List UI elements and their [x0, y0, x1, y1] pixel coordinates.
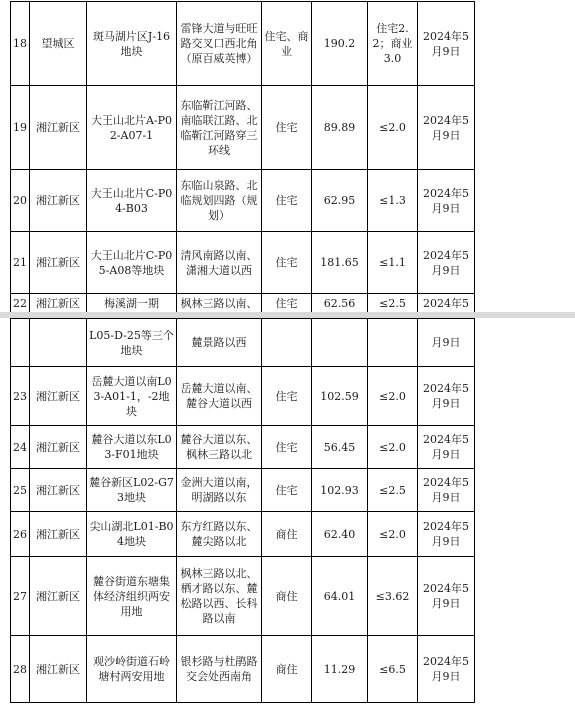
location-cell: 麓谷大道以东、枫林三路以北 — [177, 426, 262, 469]
parcel-name-cell: 尖山湖北L01-B04地块 — [87, 512, 177, 557]
row-number: 22 — [11, 294, 30, 313]
area-cell: 89.89 — [312, 86, 368, 170]
table-row — [11, 469, 475, 512]
row-number: 25 — [11, 469, 30, 512]
table-row — [11, 636, 475, 703]
area-cell: 62.95 — [312, 170, 368, 232]
table-row — [11, 86, 475, 170]
table-row — [11, 2, 475, 86]
parcel-name-cell: 麓谷街道东塘集体经济组织两安用地 — [87, 557, 177, 636]
area-cell: 62.40 — [312, 512, 368, 557]
row-number: 23 — [11, 367, 30, 426]
parcel-name-cell: 梅溪湖一期 — [87, 294, 177, 313]
area-cell: 64.01 — [312, 557, 368, 636]
location-cell: 枫林三路以北、栖才路以东、麓松路以西、长科路以南 — [177, 557, 262, 636]
district-cell: 湘江新区 — [30, 469, 87, 512]
plot-ratio-cell: ≤2.0 — [368, 86, 418, 170]
land-table-top — [10, 1, 475, 313]
parcel-name-cell: 岳麓大道以南L03-A01-1，-2地块 — [87, 367, 177, 426]
row-number: 26 — [11, 512, 30, 557]
plot-ratio-cell: ≤1.3 — [368, 170, 418, 232]
land-table-bottom — [10, 318, 475, 703]
district-cell: 湘江新区 — [30, 367, 87, 426]
row-number: 18 — [11, 2, 30, 86]
land-use-cell: 商住 — [262, 512, 312, 557]
table-row — [11, 557, 475, 636]
row-number: 20 — [11, 170, 30, 232]
parcel-name-cell: 麓谷大道以东L03-F01地块 — [87, 426, 177, 469]
land-use-cell: 住宅 — [262, 170, 312, 232]
land-use-cell: 住宅、商业 — [262, 2, 312, 86]
land-use-cell: 商住 — [262, 557, 312, 636]
parcel-name-cell: 斑马湖片区J-16地块 — [87, 2, 177, 86]
district-cell: 湘江新区 — [30, 426, 87, 469]
plot-ratio-cell: ≤3.62 — [368, 557, 418, 636]
parcel-name-cell: 大王山北片A-P02-A07-1 — [87, 86, 177, 170]
district-cell: 湘江新区 — [30, 170, 87, 232]
parcel-name-cell: 麓谷新区L02-G73地块 — [87, 469, 177, 512]
row-number — [11, 319, 30, 367]
plot-ratio-cell: ≤2.0 — [368, 512, 418, 557]
land-use-cell: 住宅 — [262, 426, 312, 469]
land-use-cell — [262, 319, 312, 367]
district-cell: 望城区 — [30, 2, 87, 86]
plot-ratio-cell: ≤2.5 — [368, 469, 418, 512]
date-cell: 2024年5月9日 — [418, 469, 475, 512]
location-cell: 清风南路以南、潇湘大道以西 — [177, 232, 262, 294]
table-row — [11, 512, 475, 557]
parcel-name-cell: 大王山北片C-P04-B03 — [87, 170, 177, 232]
date-cell: 2024年5 — [418, 294, 475, 313]
location-cell: 东方红路以东、麓尖路以北 — [177, 512, 262, 557]
date-cell: 2024年5月9日 — [418, 426, 475, 469]
land-use-cell: 住宅 — [262, 469, 312, 512]
district-cell: 湘江新区 — [30, 636, 87, 703]
area-cell: 102.59 — [312, 367, 368, 426]
row-number: 21 — [11, 232, 30, 294]
area-cell: 190.2 — [312, 2, 368, 86]
district-cell: 湘江新区 — [30, 232, 87, 294]
plot-ratio-cell: ≤1.1 — [368, 232, 418, 294]
location-cell: 金洲大道以南，明湖路以东 — [177, 469, 262, 512]
table-row — [11, 170, 475, 232]
table-row — [11, 294, 475, 313]
date-cell: 2024年5月9日 — [418, 170, 475, 232]
district-cell: 湘江新区 — [30, 86, 87, 170]
land-use-cell: 住宅 — [262, 367, 312, 426]
parcel-name-cell: 大王山北片C-P05-A08等地块 — [87, 232, 177, 294]
row-number: 28 — [11, 636, 30, 703]
district-cell: 湘江新区 — [30, 557, 87, 636]
land-use-cell: 住宅 — [262, 294, 312, 313]
area-cell — [312, 319, 368, 367]
table-row — [11, 319, 475, 367]
area-cell: 181.65 — [312, 232, 368, 294]
date-cell: 2024年5月9日 — [418, 86, 475, 170]
parcel-name-cell: 观沙岭街道石岭塘村两安用地 — [87, 636, 177, 703]
plot-ratio-cell: 住宅2.2；商业3.0 — [368, 2, 418, 86]
location-cell: 雷锋大道与旺旺路交叉口西北角（原百威英博） — [177, 2, 262, 86]
area-cell: 102.93 — [312, 469, 368, 512]
district-cell: 湘江新区 — [30, 512, 87, 557]
date-cell: 2024年5月9日 — [418, 557, 475, 636]
row-number: 27 — [11, 557, 30, 636]
date-cell: 2024年5月9日 — [418, 232, 475, 294]
land-use-cell: 商住 — [262, 636, 312, 703]
plot-ratio-cell: ≤6.5 — [368, 636, 418, 703]
table-row — [11, 232, 475, 294]
land-use-cell: 住宅 — [262, 232, 312, 294]
district-cell — [30, 319, 87, 367]
row-number: 24 — [11, 426, 30, 469]
location-cell: 麓景路以西 — [177, 319, 262, 367]
location-cell: 东临山泉路、北临规划四路（规划） — [177, 170, 262, 232]
location-cell: 银杉路与杜鹃路交会处西南角 — [177, 636, 262, 703]
parcel-name-cell: L05-D-25等三个地块 — [87, 319, 177, 367]
plot-ratio-cell — [368, 319, 418, 367]
plot-ratio-cell: ≤2.0 — [368, 426, 418, 469]
date-cell: 2024年5月9日 — [418, 512, 475, 557]
plot-ratio-cell: ≤2.5 — [368, 294, 418, 313]
location-cell: 东临靳江河路、南临联江路、北临靳江河路穿三环线 — [177, 86, 262, 170]
location-cell: 枫林三路以南、 — [177, 294, 262, 313]
district-cell: 湘江新区 — [30, 294, 87, 313]
location-cell: 岳麓大道以南、麓谷大道以西 — [177, 367, 262, 426]
area-cell: 56.45 — [312, 426, 368, 469]
date-cell: 月9日 — [418, 319, 475, 367]
date-cell: 2024年5月9日 — [418, 2, 475, 86]
land-use-cell: 住宅 — [262, 86, 312, 170]
row-number: 19 — [11, 86, 30, 170]
table-row — [11, 426, 475, 469]
table-row — [11, 367, 475, 426]
date-cell: 2024年5月9日 — [418, 367, 475, 426]
date-cell: 2024年5月9日 — [418, 636, 475, 703]
plot-ratio-cell: ≤2.0 — [368, 367, 418, 426]
area-cell: 62.56 — [312, 294, 368, 313]
area-cell: 11.29 — [312, 636, 368, 703]
